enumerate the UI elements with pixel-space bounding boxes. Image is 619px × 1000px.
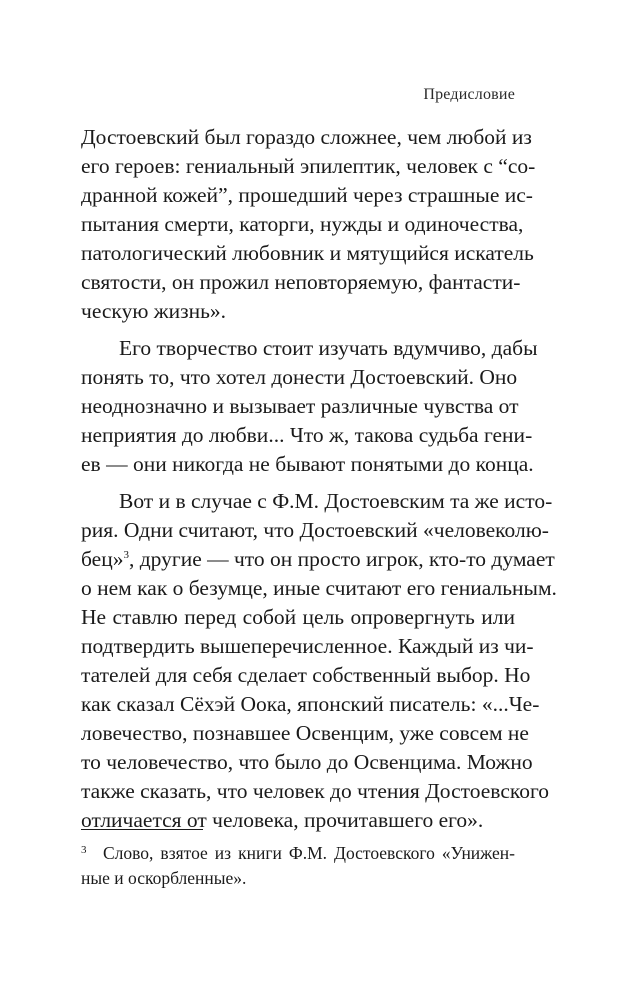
footnote-text: Слово, взятое из книги Ф.М. Достоевского «Унижен-: [103, 843, 515, 863]
footnote-reference[interactable]: 3: [123, 548, 129, 561]
text-line: неоднозначно и вызывает различные чувства от: [81, 394, 519, 418]
text-line: Вот и в случае с Ф.М. Достоевским та же исто-: [119, 489, 553, 513]
paragraph-1: [81, 123, 536, 326]
footnote-line: ные и оскорбленные».: [81, 868, 247, 888]
text-line: пытания смерти, каторги, нужды и одиночества,: [81, 212, 524, 236]
text-line: также сказать, что человек до чтения Достоевского: [81, 779, 550, 803]
text-line-with-footnote-ref: [81, 545, 555, 574]
text-line: то человечество, что было до Освенцима. Можно: [81, 750, 533, 774]
paragraph-3: [81, 487, 557, 835]
text-line: патологический любовник и мятущийся искатель: [81, 241, 534, 265]
text-line: ев — они никогда не бывают понятыми до конца.: [81, 452, 534, 476]
text-line: ческую жизнь».: [81, 299, 227, 323]
footnote-number: 3: [81, 844, 87, 856]
text-line: отличается от человека, прочитавшего его».: [81, 808, 484, 832]
text-line: Не ставлю перед собой цель опровергнуть или: [81, 605, 515, 629]
text-line: ловечество, познавшее Освенцим, уже совсем не: [81, 721, 529, 745]
footnote-line: [81, 841, 515, 866]
text-line: о нем как о безумце, иные считают его гениальным.: [81, 576, 557, 600]
text-line: как сказал Сёхэй Оока, японский писатель: «...Че-: [81, 692, 540, 716]
page-body: [81, 123, 557, 843]
text-line: его героев: гениальный эпилептик, человек с “со-: [81, 154, 536, 178]
paragraph-2: [81, 334, 538, 479]
text-fragment: бец»: [81, 547, 124, 571]
text-fragment: , другие — что он просто игрок, кто-то думает: [128, 547, 555, 571]
text-line: тателей для себя сделает собственный выбор. Но: [81, 663, 531, 687]
text-line: неприятия до любви... Что ж, такова судьба гени-: [81, 423, 533, 447]
text-line: Достоевский был гораздо сложнее, чем любой из: [81, 125, 532, 149]
text-line: подтвердить вышеперечисленное. Каждый из чи-: [81, 634, 534, 658]
text-line: понять то, что хотел донести Достоевский. Оно: [81, 365, 518, 389]
text-line: рия. Одни считают, что Достоевский «человеколю-: [81, 518, 549, 542]
footnote-divider: [81, 829, 203, 830]
text-line: святости, он прожил неповторяемую, фантасти-: [81, 270, 521, 294]
text-line: Его творчество стоит изучать вдумчиво, дабы: [119, 336, 538, 360]
text-line: дранной кожей”, прошедший через страшные ис-: [81, 183, 533, 207]
footnote: [81, 841, 515, 891]
running-header-title: Предисловие: [423, 86, 515, 103]
